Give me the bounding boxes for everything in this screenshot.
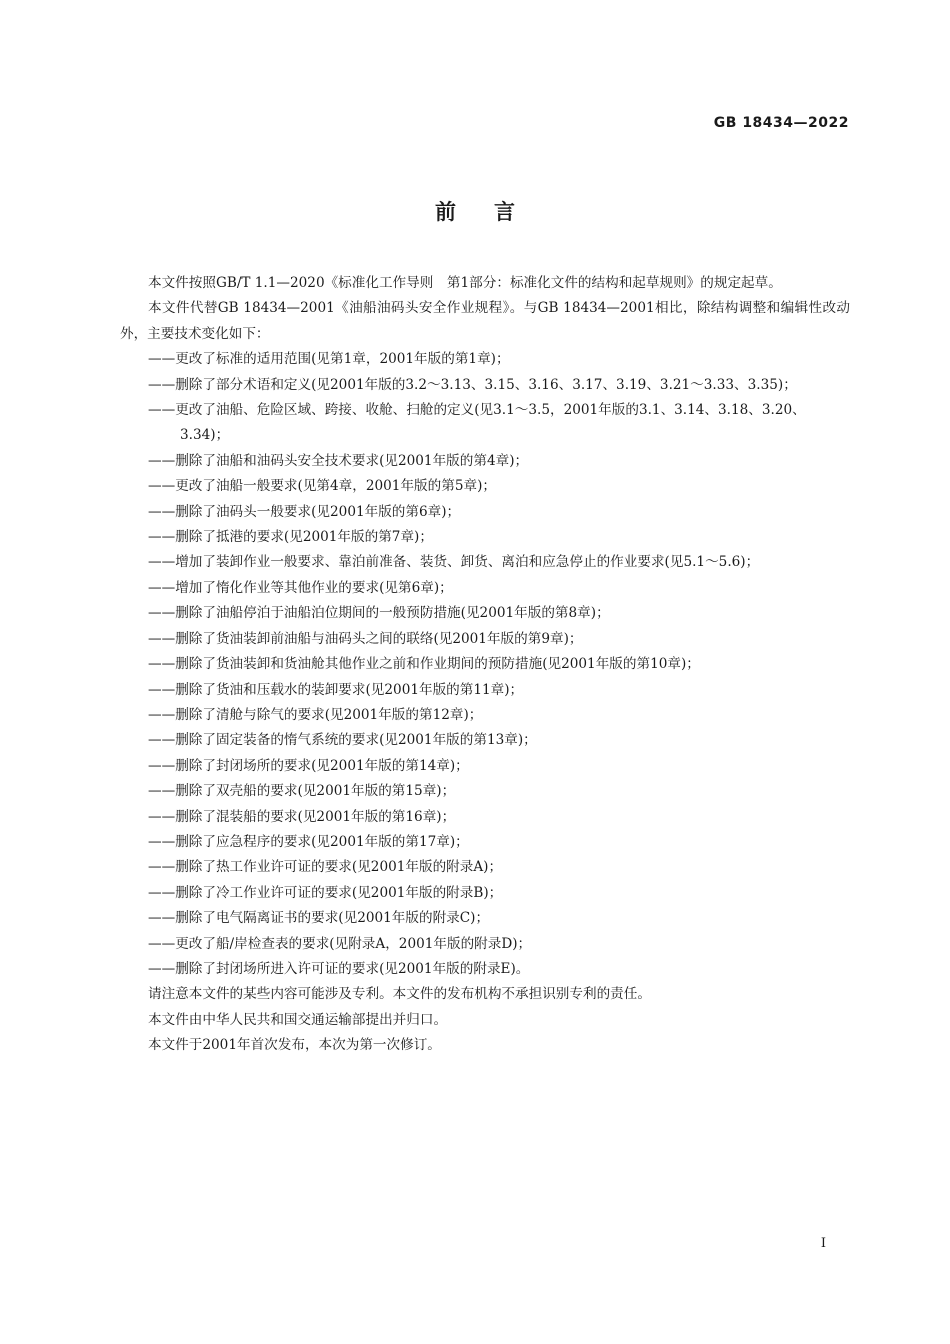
closing-paragraph: 本文件由中华人民共和国交通运输部提出并归口。 xyxy=(148,1011,448,1028)
change-item: ——增加了惰化作业等其他作业的要求(见第6章)； xyxy=(148,579,453,596)
change-item: ——更改了船/岸检查表的要求(见附录A，2001年版的附录D)； xyxy=(148,935,532,952)
change-item: ——删除了货油装卸前油船与油码头之间的联络(见2001年版的第9章)； xyxy=(148,630,583,647)
change-item: ——删除了冷工作业许可证的要求(见2001年版的附录B)； xyxy=(148,884,503,901)
change-item: ——删除了封闭场所的要求(见2001年版的第14章)； xyxy=(148,757,469,774)
change-item: ——删除了油船和油码头安全技术要求(见2001年版的第4章)； xyxy=(148,452,529,469)
standard-number: GB 18434—2022 xyxy=(713,115,849,131)
change-item: ——删除了清舱与除气的要求(见2001年版的第12章)； xyxy=(148,706,483,723)
change-item: ——删除了货油装卸和货油舱其他作业之前和作业期间的预防措施(见2001年版的第10章)； xyxy=(148,656,700,673)
change-item: ——删除了部分术语和定义(见2001年版的3.2～3.13、3.15、3.16、3.17、3.19、3.21～3.33、3.35)； xyxy=(148,376,797,393)
change-item: ——删除了油船停泊于油船泊位期间的一般预防措施(见2001年版的第8章)； xyxy=(148,605,610,622)
change-item: ——删除了货油和压载水的装卸要求(见2001年版的第11章)； xyxy=(148,681,524,698)
page-number: I xyxy=(820,1236,826,1251)
page-title: 前言 xyxy=(435,200,553,224)
change-item: ——删除了电气隔离证书的要求(见2001年版的附录C)； xyxy=(148,910,490,927)
change-item: ——删除了封闭场所进入许可证的要求(见2001年版的附录E)。 xyxy=(148,960,530,977)
change-item: ——更改了标准的适用范围(见第1章，2001年版的第1章)； xyxy=(148,351,510,368)
change-item: ——更改了油船、危险区域、跨接、收舱、扫舱的定义(见3.1～3.5，2001年版的3.1、3.14、3.18、3.20、3.34)； xyxy=(148,402,806,444)
change-item: ——删除了应急程序的要求(见2001年版的第17章)； xyxy=(148,833,469,850)
intro-paragraph: 本文件代替GB 18434—2001《油船油码头安全作业规程》。与GB 18434—2001相比，除结构调整和编辑性改动外，主要技术变化如下： xyxy=(120,300,850,342)
closing-paragraph: 请注意本文件的某些内容可能涉及专利。本文件的发布机构不承担识别专利的责任。 xyxy=(148,986,651,1003)
change-list xyxy=(120,347,850,982)
change-item: ——删除了混装船的要求(见2001年版的第16章)； xyxy=(148,808,456,825)
change-item: ——删除了抵港的要求(见2001年版的第7章)； xyxy=(148,529,433,546)
change-item: ——删除了双壳船的要求(见2001年版的第15章)； xyxy=(148,783,456,800)
closing-paragraph: 本文件于2001年首次发布，本次为第一次修订。 xyxy=(148,1037,441,1054)
change-item: ——删除了固定装备的惰气系统的要求(见2001年版的第13章)； xyxy=(148,732,537,749)
change-item: ——删除了油码头一般要求(见2001年版的第6章)； xyxy=(148,503,461,520)
change-item: ——删除了热工作业许可证的要求(见2001年版的附录A)； xyxy=(148,859,503,876)
intro-paragraph: 本文件按照GB/T 1.1—2020《标准化工作导则 第1部分：标准化文件的结构和起草规则》的规定起草。 xyxy=(148,275,782,291)
change-item: ——更改了油船一般要求(见第4章，2001年版的第5章)； xyxy=(148,478,496,495)
document-body xyxy=(120,271,850,1059)
change-item: ——增加了装卸作业一般要求、靠泊前准备、装货、卸货、离泊和应急停止的作业要求(见5.1～5.6)； xyxy=(148,554,760,571)
